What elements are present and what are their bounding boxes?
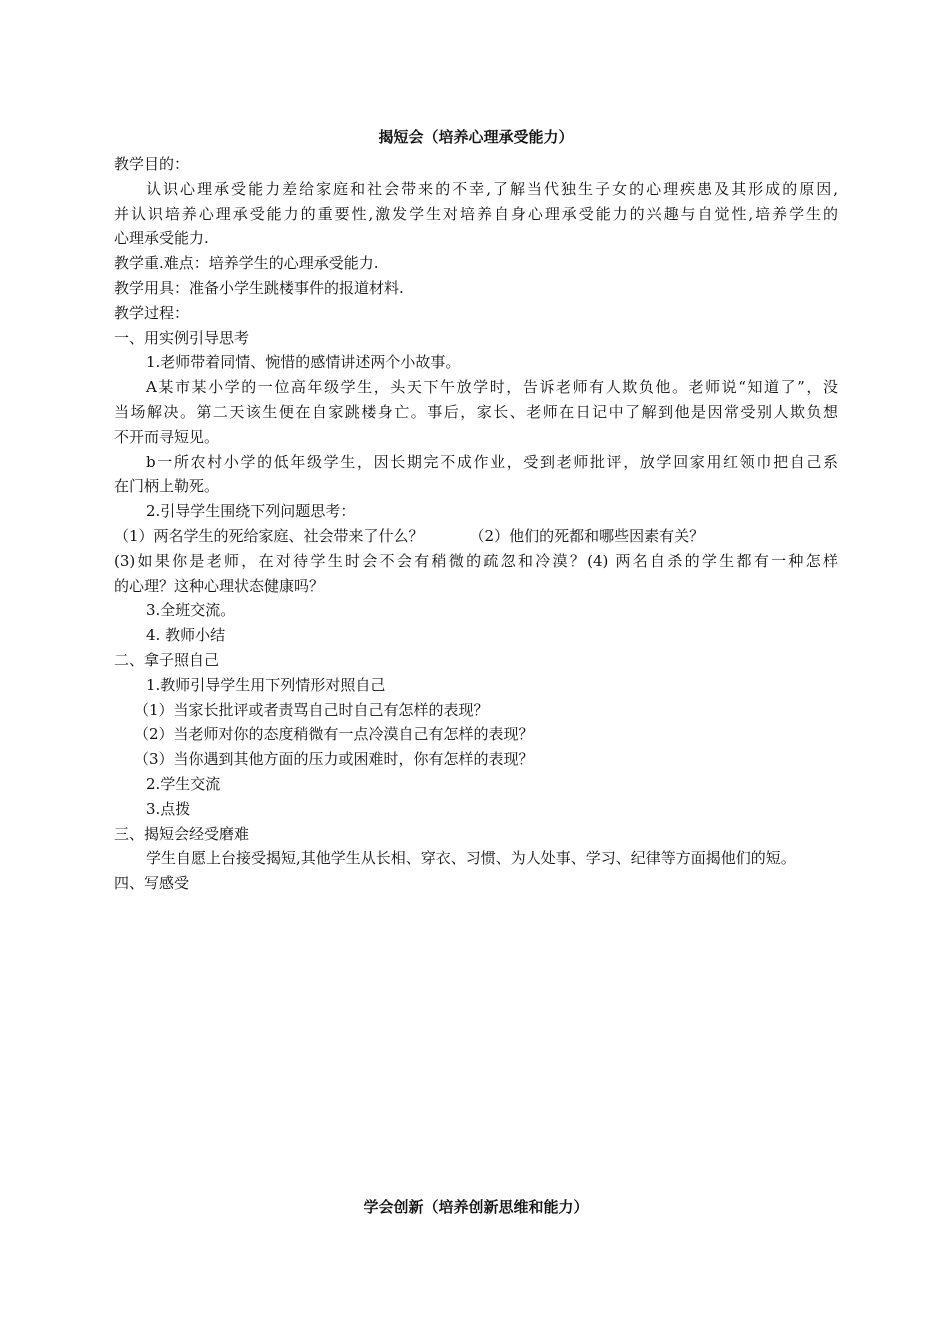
materials-line: 教学用具：准备小学生跳楼事件的报道材料.: [114, 278, 404, 297]
question-1: （1）两名学生的死给家庭、社会带来了什么？: [114, 526, 424, 545]
sub-item: （2）当老师对你的态度稍微有一点冷漠自己有怎样的表现？: [134, 725, 534, 744]
list-item: 1.老师带着同情、惋惜的感情讲述两个小故事。: [146, 353, 461, 372]
part-three-heading: 三、揭短会经受磨难: [114, 824, 250, 843]
question-2: （2）他们的死都和哪些因素有关？: [469, 526, 705, 545]
document-body: [114, 152, 838, 896]
document-page: [114, 0, 838, 1344]
sub-item: （3）当你遇到其他方面的压力或困难时，你有怎样的表现？: [134, 750, 534, 769]
question-line: (3)如果你是老师，在对待学生时会不会有稍微的疏忽和冷漠？(4) 两名自杀的学生都有一种怎样: [114, 551, 838, 570]
document-title: 揭短会（培养心理承受能力）: [378, 128, 574, 146]
question-line: [114, 524, 838, 549]
paragraph-line: b一所农村小学的低年级学生，因长期完不成作业，受到老师批评，放学回家用红领巾把自己系: [146, 452, 838, 471]
paragraph-line: 学生自愿上台接受揭短,其他学生从长相、穿衣、习惯、为人处事、学习、纪律等方面揭他们的短。: [146, 849, 796, 868]
question-line: 的心理？这种心理状态健康吗？: [114, 576, 325, 595]
paragraph-line: 心理承受能力.: [114, 229, 209, 248]
list-item: 4. 教师小结: [146, 626, 226, 645]
list-item: 1.教师引导学生用下列情形对照自己: [146, 675, 386, 694]
list-item: 2.引导学生围绕下列问题思考：: [146, 502, 356, 521]
part-one-heading: 一、用实例引导思考: [114, 328, 250, 347]
key-points-line: 教学重.难点：培养学生的心理承受能力.: [114, 254, 379, 273]
section-heading-process: 教学过程：: [114, 303, 190, 322]
part-two-heading: 二、拿子照自己: [114, 650, 220, 669]
list-item: 2.学生交流: [146, 774, 221, 793]
next-section-title: 学会创新（培养创新思维和能力）: [363, 1198, 589, 1216]
paragraph-line: 并认识培养心理承受能力的重要性,激发学生对培养自身心理承受能力的兴趣与自觉性,培养学生的: [114, 204, 838, 223]
paragraph-line: 当场解决。第二天该生便在自家跳楼身亡。事后，家长、老师在日记中了解到他是因常受别人欺负想: [114, 402, 838, 421]
paragraph-line: 不开而寻短见。: [114, 427, 220, 446]
section-heading-objectives: 教学目的：: [114, 155, 190, 173]
sub-item: （1）当家长批评或者责骂自己时自己有怎样的表现？: [134, 700, 489, 719]
paragraph-line: 认识心理承受能力差给家庭和社会带来的不幸,了解当代独生子女的心理疾患及其形成的原因,: [146, 179, 838, 198]
part-four-heading: 四、写感受: [114, 874, 190, 893]
paragraph-line: A某市某小学的一位高年级学生，头天下午放学时，告诉老师有人欺负他。老师说“知道了”，没: [146, 378, 838, 397]
paragraph-line: 在门柄上勒死。: [114, 477, 220, 496]
list-item: 3.点拨: [146, 799, 191, 818]
list-item: 3.全班交流。: [146, 601, 236, 620]
